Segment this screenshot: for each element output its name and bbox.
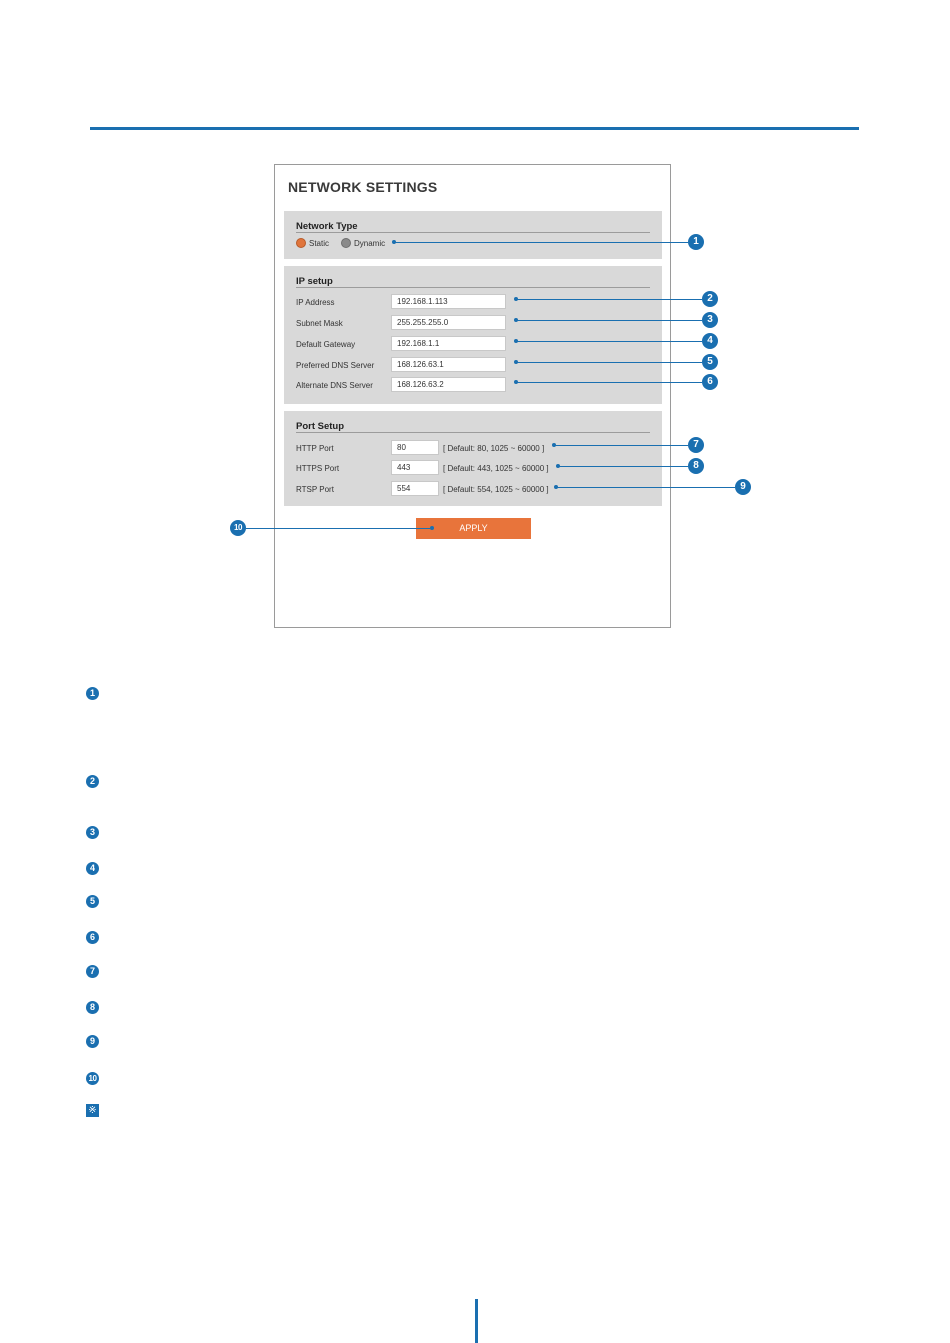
callout-line bbox=[558, 466, 688, 467]
callout-line bbox=[246, 528, 430, 529]
http-port-field[interactable]: 80 bbox=[391, 440, 439, 455]
default-gateway-field[interactable]: 192.168.1.1 bbox=[391, 336, 506, 351]
radio-static-label: Static bbox=[309, 238, 330, 248]
legend-marker-2: 2 bbox=[86, 775, 99, 788]
callout-badge-2: 2 bbox=[702, 291, 718, 307]
alternate-dns-field[interactable]: 168.126.63.2 bbox=[391, 377, 506, 392]
legend-marker-4: 4 bbox=[86, 862, 99, 875]
ip-address-label: IP Address bbox=[296, 298, 335, 307]
callout-badge-9: 9 bbox=[735, 479, 751, 495]
ip-setup-section bbox=[284, 266, 662, 404]
page-footer-rule bbox=[475, 1299, 478, 1343]
rtsp-port-hint: [ Default: 554, 1025 ~ 60000 ] bbox=[443, 485, 549, 494]
legend-marker-6: 6 bbox=[86, 931, 99, 944]
ip-setup-heading: IP setup bbox=[296, 276, 333, 287]
note-icon: ※ bbox=[86, 1104, 99, 1117]
section-divider bbox=[296, 432, 650, 433]
https-port-label: HTTPS Port bbox=[296, 464, 340, 473]
callout-line bbox=[394, 242, 688, 243]
port-setup-section bbox=[284, 411, 662, 506]
radio-dynamic[interactable] bbox=[341, 238, 385, 248]
ip-address-field[interactable]: 192.168.1.113 bbox=[391, 294, 506, 309]
https-port-hint: [ Default: 443, 1025 ~ 60000 ] bbox=[443, 464, 549, 473]
radio-static[interactable] bbox=[296, 238, 329, 248]
callout-badge-8: 8 bbox=[688, 458, 704, 474]
callout-badge-6: 6 bbox=[702, 374, 718, 390]
https-port-field[interactable]: 443 bbox=[391, 460, 439, 475]
callout-badge-5: 5 bbox=[702, 354, 718, 370]
legend-marker-3: 3 bbox=[86, 826, 99, 839]
rtsp-port-field[interactable]: 554 bbox=[391, 481, 439, 496]
alternate-dns-label: Alternate DNS Server bbox=[296, 381, 373, 390]
section-divider bbox=[296, 287, 650, 288]
legend-marker-5: 5 bbox=[86, 895, 99, 908]
network-type-section bbox=[284, 211, 662, 259]
http-port-hint: [ Default: 80, 1025 ~ 60000 ] bbox=[443, 444, 545, 453]
callout-line bbox=[516, 382, 702, 383]
radio-dynamic-label: Dynamic bbox=[354, 238, 386, 248]
legend-marker-8: 8 bbox=[86, 1001, 99, 1014]
header-rule bbox=[90, 127, 859, 130]
legend-marker-1: 1 bbox=[86, 687, 99, 700]
callout-badge-10: 10 bbox=[230, 520, 246, 536]
network-type-heading: Network Type bbox=[296, 221, 358, 232]
subnet-mask-label: Subnet Mask bbox=[296, 319, 343, 328]
network-settings-panel bbox=[274, 164, 671, 628]
page-title: NETWORK SETTINGS bbox=[288, 179, 438, 195]
preferred-dns-field[interactable]: 168.126.63.1 bbox=[391, 357, 506, 372]
radio-unselected-icon bbox=[341, 238, 351, 248]
http-port-label: HTTP Port bbox=[296, 444, 334, 453]
callout-line bbox=[556, 487, 735, 488]
callout-line bbox=[554, 445, 688, 446]
default-gateway-label: Default Gateway bbox=[296, 340, 356, 349]
apply-button[interactable]: APPLY bbox=[416, 518, 531, 539]
legend-marker-9: 9 bbox=[86, 1035, 99, 1048]
rtsp-port-label: RTSP Port bbox=[296, 485, 334, 494]
preferred-dns-label: Preferred DNS Server bbox=[296, 361, 375, 370]
section-divider bbox=[296, 232, 650, 233]
callout-line bbox=[516, 299, 702, 300]
legend-marker-10: 10 bbox=[86, 1072, 99, 1085]
callout-line bbox=[516, 362, 702, 363]
callout-badge-4: 4 bbox=[702, 333, 718, 349]
callout-badge-7: 7 bbox=[688, 437, 704, 453]
callout-line bbox=[516, 341, 702, 342]
legend-marker-7: 7 bbox=[86, 965, 99, 978]
callout-anchor bbox=[430, 526, 434, 530]
port-setup-heading: Port Setup bbox=[296, 421, 345, 432]
callout-badge-3: 3 bbox=[702, 312, 718, 328]
subnet-mask-field[interactable]: 255.255.255.0 bbox=[391, 315, 506, 330]
callout-line bbox=[516, 320, 702, 321]
radio-selected-icon bbox=[296, 238, 306, 248]
callout-badge-1: 1 bbox=[688, 234, 704, 250]
